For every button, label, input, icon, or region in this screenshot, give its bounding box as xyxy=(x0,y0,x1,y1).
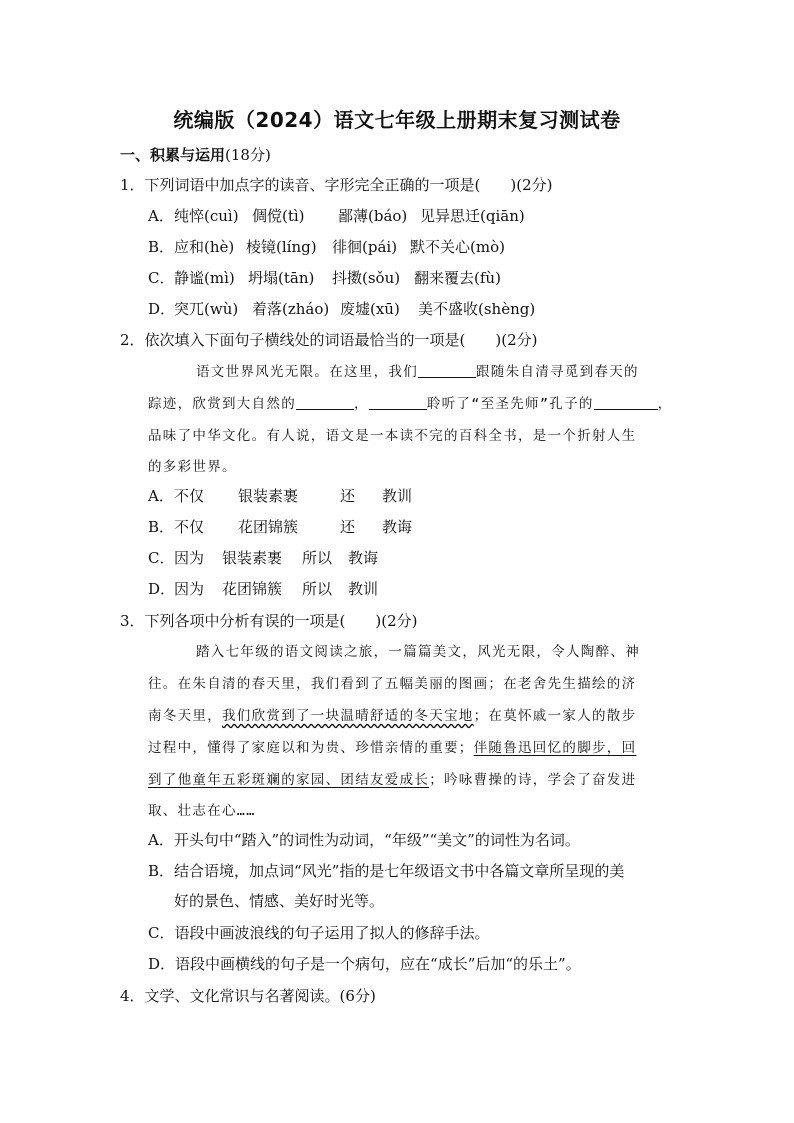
option-item: 静谧(mì) xyxy=(174,269,235,287)
answer-blank[interactable] xyxy=(418,363,476,378)
passage-text: 过程中，懂得了家庭以和为贵、珍惜亲情的重要； xyxy=(148,740,474,756)
option-item: 花团锦簇 xyxy=(238,518,299,536)
q1-stem: 1．下列词语中加点字的读音、字形完全正确的一项是( )(2分) xyxy=(120,176,553,194)
option-item: 默不关心(mò) xyxy=(410,238,505,256)
option-item: 还 xyxy=(340,518,356,536)
q3-passage-line: 踏入七年级的语文阅读之旅，一篇篇美文，风光无限，令人陶醉、神 xyxy=(196,644,640,660)
option-item: 鄙薄(báo) xyxy=(338,207,408,225)
q2-option-c xyxy=(148,548,378,568)
exam-title: 统编版（2024）语文七年级上册期末复习测试卷 xyxy=(173,108,621,132)
underlined-sentence: 伴随鲁迅回忆的脚步，回 xyxy=(473,740,637,756)
option-item: 徘徊(pái) xyxy=(332,238,398,256)
wavy-underlined-sentence: 我们欣赏到了一块温晴舒适的冬天宝地 xyxy=(222,708,474,724)
passage-text: ， xyxy=(657,396,673,412)
option-item: 花团锦簇 xyxy=(222,580,283,598)
option-item: 因为 xyxy=(174,549,205,567)
option-item: 教训 xyxy=(382,487,413,505)
q3-option-b-cont: 好的景色、情感、美好时光等。 xyxy=(174,892,385,910)
option-item: 教诲 xyxy=(348,549,379,567)
option-letter: B． xyxy=(148,238,175,256)
q3-stem: 3．下列各项中分析有误的一项是( )(2分) xyxy=(120,612,418,630)
q3-passage-line xyxy=(148,706,636,726)
q1-option-b xyxy=(148,237,505,257)
passage-text: ；在莫怀戚一家人的散步 xyxy=(473,708,637,724)
option-letter: D． xyxy=(148,300,176,318)
q2-passage-line: 的多彩世界。 xyxy=(148,459,237,475)
q3-passage-line: 取、壮志在心…… xyxy=(148,803,256,819)
q3-option-d: D．语段中画横线的句子是一个病句，应在“成长”后加“的乐土”。 xyxy=(148,955,581,973)
option-item: 突兀(wù) xyxy=(174,300,239,318)
q1-option-d xyxy=(148,299,535,319)
passage-text: 踪迹，欣赏到大自然的 xyxy=(148,396,296,412)
option-item: 棱镜(líng) xyxy=(246,238,317,256)
passage-text: 南冬天里， xyxy=(148,708,222,724)
section-heading xyxy=(120,145,271,165)
q3-passage-line xyxy=(148,738,636,758)
option-item: 所以 xyxy=(302,549,333,567)
answer-blank[interactable] xyxy=(594,395,658,410)
option-letter: A． xyxy=(148,207,174,225)
q3-option-b: B．结合语境，加点词“风光”指的是七年级语文书中各篇文章所呈现的美 xyxy=(148,862,625,880)
passage-text: ；吟咏曹操的诗，学会了奋发进 xyxy=(429,772,637,788)
option-item: 教训 xyxy=(348,580,379,598)
section-score: (18分) xyxy=(225,146,271,164)
option-letter: D． xyxy=(148,580,176,598)
passage-text: ， xyxy=(354,396,369,412)
q2-option-a xyxy=(148,486,412,506)
q2-option-b xyxy=(148,517,412,537)
answer-blank[interactable] xyxy=(369,395,427,410)
option-item: 不仅 xyxy=(174,518,205,536)
option-item: 所以 xyxy=(302,580,333,598)
q1-option-c xyxy=(148,268,501,288)
passage-text: 语文世界风光无限。在这里，我们 xyxy=(196,364,418,380)
q1-option-a xyxy=(148,206,525,226)
option-item: 美不盛收(shèng) xyxy=(418,300,536,318)
option-item: 因为 xyxy=(174,580,205,598)
passage-text: 跟随朱自清寻觅到春天的 xyxy=(476,364,639,380)
q2-passage-line xyxy=(196,362,639,382)
option-letter: C． xyxy=(148,549,175,567)
q4-stem: 4．文学、文化常识与名著阅读。(6分) xyxy=(120,987,376,1005)
option-item: 教诲 xyxy=(382,518,413,536)
option-item: 翻来覆去(fù) xyxy=(414,269,501,287)
q3-option-c: C．语段中画波浪线的句子运用了拟人的修辞手法。 xyxy=(148,924,490,942)
option-item: 银装素裹 xyxy=(222,549,283,567)
answer-blank[interactable] xyxy=(296,395,354,410)
option-letter: A． xyxy=(148,487,174,505)
option-item: 纯悴(cuì) xyxy=(174,207,239,225)
section-label: 一、积累与运用 xyxy=(120,146,226,164)
underlined-sentence: 到了他童年五彩斑斓的家园、团结友爱成长 xyxy=(148,772,430,788)
option-item: 还 xyxy=(340,487,356,505)
q2-stem: 2．依次填入下面句子横线处的词语最恰当的一项是( )(2分) xyxy=(120,331,538,349)
option-item: 坍塌(tān) xyxy=(248,269,315,287)
q2-option-d xyxy=(148,579,378,599)
q3-passage-line xyxy=(148,770,636,790)
option-item: 废墟(xū) xyxy=(340,300,400,318)
option-item: 不仅 xyxy=(174,487,205,505)
option-item: 抖擞(sǒu) xyxy=(332,269,401,287)
option-item: 见异思迁(qiān) xyxy=(420,207,525,225)
option-item: 倜傥(tì) xyxy=(252,207,305,225)
option-item: 银装素裹 xyxy=(238,487,299,505)
option-item: 着落(zháo) xyxy=(252,300,330,318)
q2-passage-line: 品味了中华文化。有人说，语文是一本读不完的百科全书，是一个折射人生 xyxy=(148,428,637,444)
q3-passage-line: 往。在朱自清的春天里，我们看到了五幅美丽的图画；在老舍先生描绘的济 xyxy=(148,676,637,692)
option-letter: C． xyxy=(148,269,175,287)
option-item: 应和(hè) xyxy=(174,238,235,256)
q3-option-a: A．开头句中“踏入”的词性为动词，“年级”“美文”的词性为名词。 xyxy=(148,831,580,849)
passage-text: 聆听了“至圣先师”孔子的 xyxy=(426,396,594,412)
option-letter: B． xyxy=(148,518,175,536)
q2-passage-line xyxy=(148,394,672,414)
